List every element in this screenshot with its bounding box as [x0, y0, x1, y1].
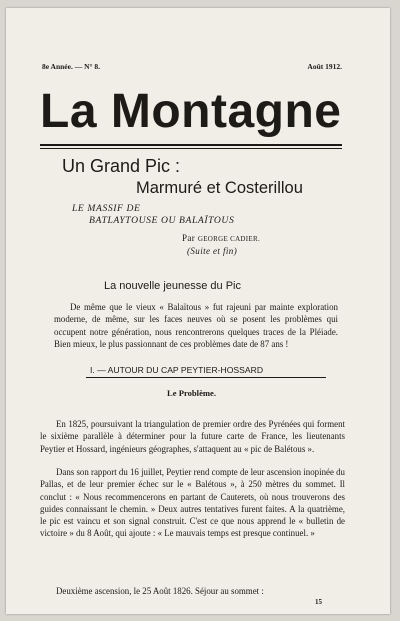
section-title: La nouvelle jeunesse du Pic — [104, 280, 241, 292]
subtitle-line2: BATLAYTOUSE OU BALAÏTOUS — [89, 214, 235, 226]
page-number: 15 — [315, 598, 322, 606]
masthead-rule — [40, 144, 342, 146]
article-title-line2: Marmuré et Costerillou — [136, 179, 303, 197]
issue-date: Août 1912. — [307, 62, 342, 71]
body-paragraph: Deuxième ascension, le 25 Août 1826. Séjour au sommet : — [56, 586, 264, 596]
issue-number: 8e Année. — N° 8. — [42, 62, 100, 71]
subsection-heading: Le Problème. — [167, 388, 217, 398]
byline-prefix: Par — [182, 233, 198, 243]
continuation-note: (Suite et fin) — [187, 246, 238, 256]
masthead-rule-thin — [40, 148, 342, 149]
subtitle-line1: LE MASSIF DE — [72, 203, 141, 214]
article-title-line1: Un Grand Pic : — [62, 156, 181, 176]
byline-author: GEORGE CADIER. — [197, 235, 261, 243]
document-page — [6, 8, 390, 614]
byline — [182, 233, 260, 243]
body-paragraph: Dans son rapport du 16 juillet, Peytier rend compte de leur ascension inopinée du Pallas, et de leur premier échec sur le « Balétous », à 250 mètres du sommet. Il conclut : « Nous recommencerons en partant de Cauterets, où nous trouverons des guides connaissant le chemin. » Deux autres tentatives furent faites. A la quatrième, le pic est vaincu et son signal construit. C'est ce que nous apprend le « bulletin de victoire » du 8 Août, qui ajoute : « Le mauvais temps est presque continuel. » — [40, 467, 345, 539]
intro-paragraph: De même que le vieux « Balaïtous » fut rajeuni par mainte exploration moderne, de même, sur les faces neuves où se posent les problèmes qui occupent notre génération, nous rencontrerons quelques traces de la Pléiade. Bien mieux, le plus passionnant de ces problèmes date de 87 ans ! — [54, 302, 338, 349]
article-subtitle — [72, 203, 342, 226]
body-paragraph: En 1825, poursuivant la triangulation de premier ordre des Pyrénées qui forment le sixième parallèle à déterminer pour la future carte de France, les lieutenants Peytier et Hossard, ingénieurs géographes, s'attaquent au « pic de Balétous ». — [40, 419, 345, 454]
part-rule — [86, 377, 326, 378]
masthead-title: La Montagne — [40, 85, 342, 138]
part-heading: I. — AUTOUR DU CAP PEYTIER-HOSSARD — [90, 365, 264, 375]
